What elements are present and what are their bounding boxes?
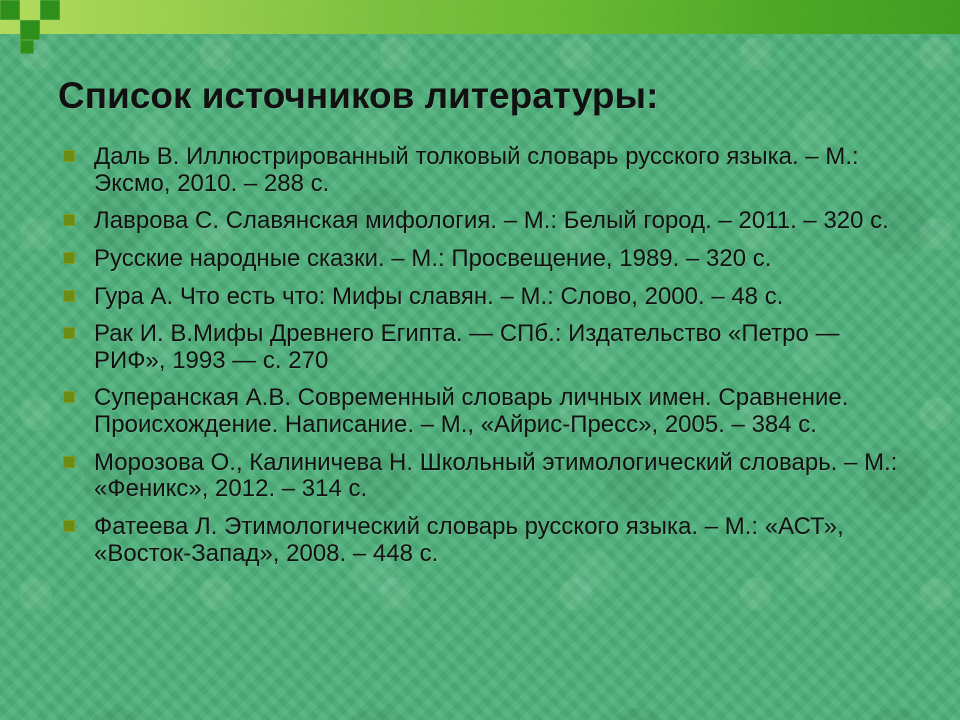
list-item <box>58 321 903 374</box>
square-bullet-icon <box>63 290 75 302</box>
top-square-decoration <box>40 0 60 20</box>
list-item <box>58 246 903 273</box>
list-item <box>58 450 903 503</box>
square-bullet-icon <box>63 391 75 403</box>
reference-text: Морозова О., Калиничева Н. Школьный этимологический словарь. – М.: «Феникс», 2012. – 314 с. <box>94 448 898 503</box>
reference-text: Лаврова С. Славянская мифология. – М.: Белый город. – 2011. – 320 с. <box>94 207 889 235</box>
top-square-decoration <box>20 40 34 54</box>
square-bullet-icon <box>63 214 75 226</box>
reference-text: Русские народные сказки. – М.: Просвещение, 1989. – 320 с. <box>94 244 772 272</box>
list-item <box>58 385 903 438</box>
references-list <box>58 144 903 578</box>
list-item <box>58 144 903 197</box>
top-gradient-bar <box>0 0 960 34</box>
top-square-decoration <box>20 20 40 40</box>
reference-text: Даль В. Иллюстрированный толковый словарь русского языка. – М.: Эксмо, 2010. – 288 с. <box>94 143 859 197</box>
square-bullet-icon <box>63 520 75 532</box>
reference-text: Гура А. Что есть что: Мифы славян. – М.: Слово, 2000. – 48 с. <box>94 282 784 310</box>
top-decoration <box>0 0 960 55</box>
list-item <box>58 514 903 567</box>
list-item <box>58 208 903 235</box>
square-bullet-icon <box>63 327 75 339</box>
square-bullet-icon <box>63 456 75 468</box>
list-item <box>58 284 903 311</box>
page-title: Список источников литературы: <box>58 75 659 116</box>
top-square-decoration <box>0 0 20 20</box>
square-bullet-icon <box>63 252 75 264</box>
reference-text: Рак И. В.Мифы Древнего Египта. — СПб.: Издательство «Петро — РИФ», 1993 — с. 270 <box>94 320 840 374</box>
reference-text: Суперанская А.В. Современный словарь личных имен. Сравнение. Происхождение. Написание. – М., «Айрис-Пресс», 2005. – 384 с. <box>94 384 849 438</box>
square-bullet-icon <box>63 150 75 162</box>
reference-text: Фатеева Л. Этимологический словарь русского языка. – М.: «АСТ», «Восток-Запад», 2008. – 448 с. <box>94 512 844 567</box>
